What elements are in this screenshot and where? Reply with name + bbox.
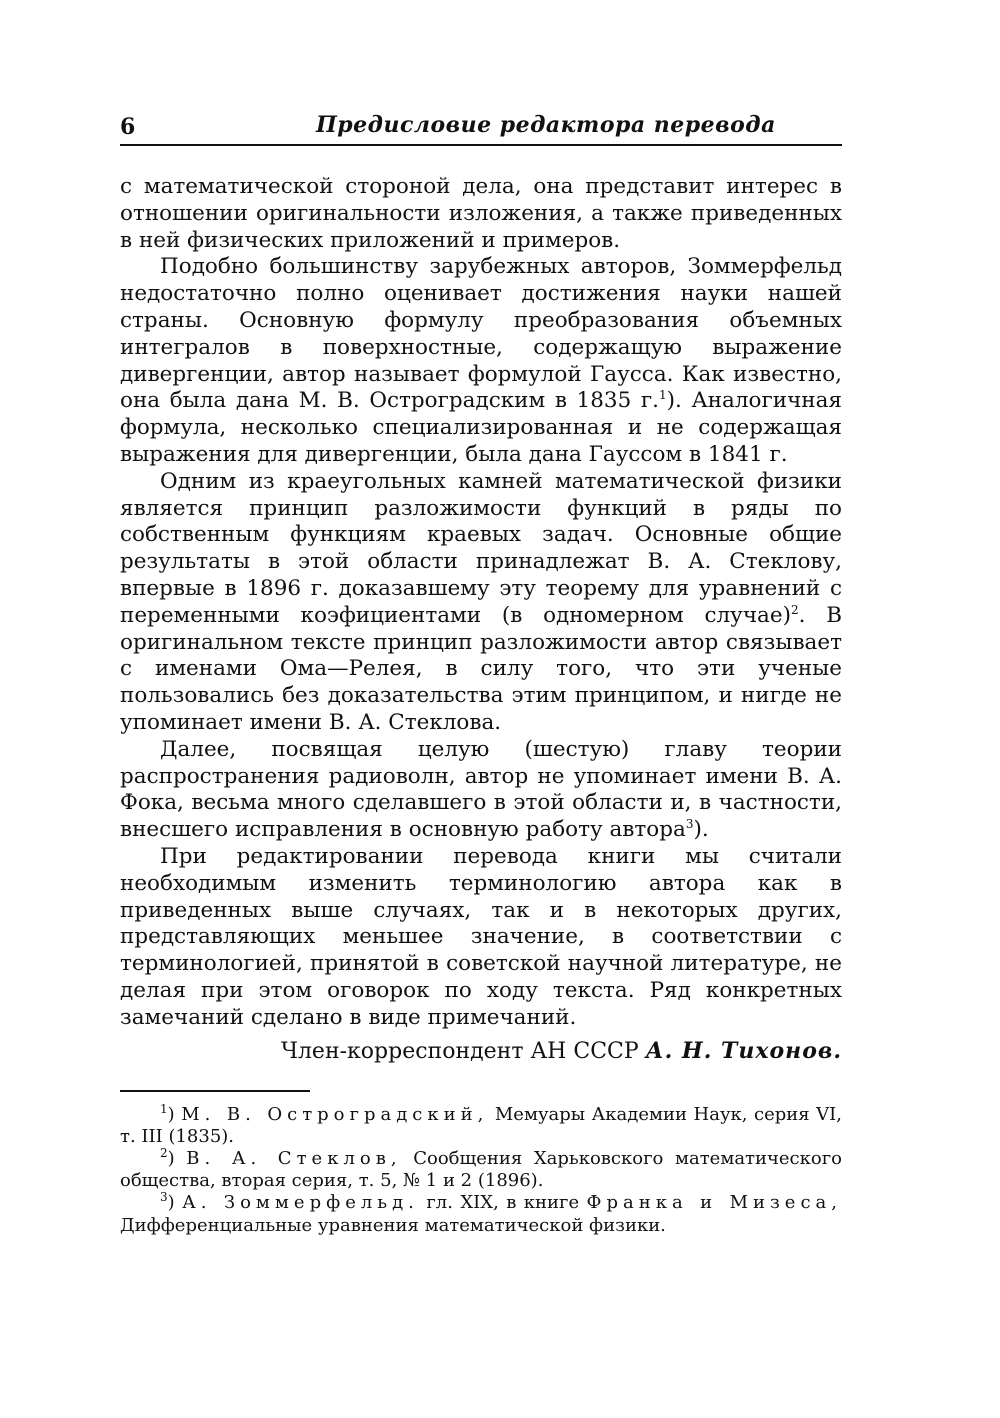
paragraph-5 bbox=[120, 844, 842, 1032]
paragraph-2 bbox=[120, 254, 842, 468]
paragraph-1 bbox=[120, 174, 842, 254]
footnote-3: $^3$) А. Зоммерфельд. гл. XIX, в книге Франка и Мизеса, Дифференциальные уравнения математической физики. bbox=[120, 1190, 842, 1236]
footnote-author: М. В. Остроградский, bbox=[181, 1103, 489, 1125]
paragraph-1-text: с математической стороной дела, она представит интерес в отношении оригинальности изложения, а также приведенных в ней физических приложений и примеров. bbox=[120, 174, 842, 253]
running-header bbox=[120, 108, 842, 146]
footnote-text: гл. XIX, в книге bbox=[426, 1192, 580, 1214]
signature bbox=[120, 1037, 842, 1066]
paragraph-2-text-cont: ). Аналогичная формула, несколько специализированная и не содержащая выражения для дивергенции, была дана Гауссом в 1841 г. bbox=[120, 388, 842, 467]
footnote-marker: 3 bbox=[160, 1190, 168, 1205]
book-page bbox=[120, 108, 842, 1237]
paragraph-3 bbox=[120, 469, 842, 737]
paragraph-4 bbox=[120, 737, 842, 844]
footnote-text-cont: Дифференциальные уравнения математической физики. bbox=[120, 1214, 666, 1236]
footnote-editors: Франка и Мизеса, bbox=[586, 1192, 842, 1214]
footnotes bbox=[120, 1101, 842, 1237]
paragraph-3-text-cont: . В оригинальном тексте принцип разложимости автор связывает с именами Ома—Релея, в силу того, что эти ученые пользовались без доказательства этим принципом, и нигде не упоминает имени В. А. Стеклова. bbox=[120, 602, 842, 735]
footnote-2: $^2$) В. А. Стеклов, Сообщения Харьковского математического общества, вторая серия, т. 5, № 1 и 2 (1896). bbox=[120, 1145, 842, 1192]
note-ref-1: 1 bbox=[658, 388, 667, 403]
page-number: 6 bbox=[120, 114, 136, 140]
footnote-text: Сообщения Харьковского математического общества, вторая серия, т. 5, № 1 и 2 (1896). bbox=[120, 1147, 842, 1192]
footnote-1: $^1$) М. В. Остроградский, Мемуары Академии Наук, серия VI, т. III (1835). bbox=[120, 1101, 842, 1147]
note-ref-3: 3 bbox=[685, 816, 694, 831]
paragraph-4-text: Далее, посвящая целую (шестую) главу теории распространения радиоволн, автор не упоминает имени В. А. Фока, весьма много сделавшего в этой области и, в частности, внесшего исправления в основную работу автора bbox=[120, 736, 842, 843]
paragraph-4-text-cont: ). bbox=[693, 817, 709, 843]
paragraph-5-text: При редактировании перевода книги мы считали необходимым изменить терминологию автора как в приведенных выше случаях, так и в некоторых других, представляющих меньшее значение, в соответствии с терминологией, принятой в советской научной литературе, не делая при этом оговорок по ходу текста. Ряд конкретных замечаний сделано в виде примечаний. bbox=[120, 843, 842, 1030]
note-ref-2: 2 bbox=[790, 602, 799, 617]
signature-title: Член-корреспондент АН СССР bbox=[280, 1038, 639, 1064]
footnote-author: В. А. Стеклов, bbox=[186, 1147, 402, 1169]
footnote-author: А. Зоммерфельд. bbox=[182, 1192, 419, 1214]
footnote-text: Мемуары Академии Наук, серия VI, т. III (1835). bbox=[120, 1103, 842, 1147]
footnote-divider bbox=[120, 1090, 310, 1092]
footnote-marker: 1 bbox=[160, 1101, 168, 1116]
signature-name: А. Н. Тихонов. bbox=[645, 1037, 842, 1064]
running-title: Предисловие редактора перевода bbox=[316, 112, 776, 138]
body-text bbox=[120, 174, 842, 1032]
footnote-marker: 2 bbox=[160, 1145, 168, 1160]
paragraph-3-text: Одним из краеугольных камней математической физики является принцип разложимости функций в ряды по собственным функциям краевых задач. Основные общие результаты в этой области принадлежат В. А. Стеклову, впервые в 1896 г. доказавшему эту теорему для уравнений с переменными коэфициентами (в одномерном случае) bbox=[120, 468, 842, 628]
paragraph-2-text: Подобно большинству зарубежных авторов, Зоммерфельд недостаточно полно оценивает достижения науки нашей страны. Основную формулу преобразования объемных интегралов в поверхностные, содержащую выражение дивергенции, автор называет формулой Гаусса. Как известно, она была дана М. В. Остроградским в 1835 г. bbox=[120, 254, 842, 414]
